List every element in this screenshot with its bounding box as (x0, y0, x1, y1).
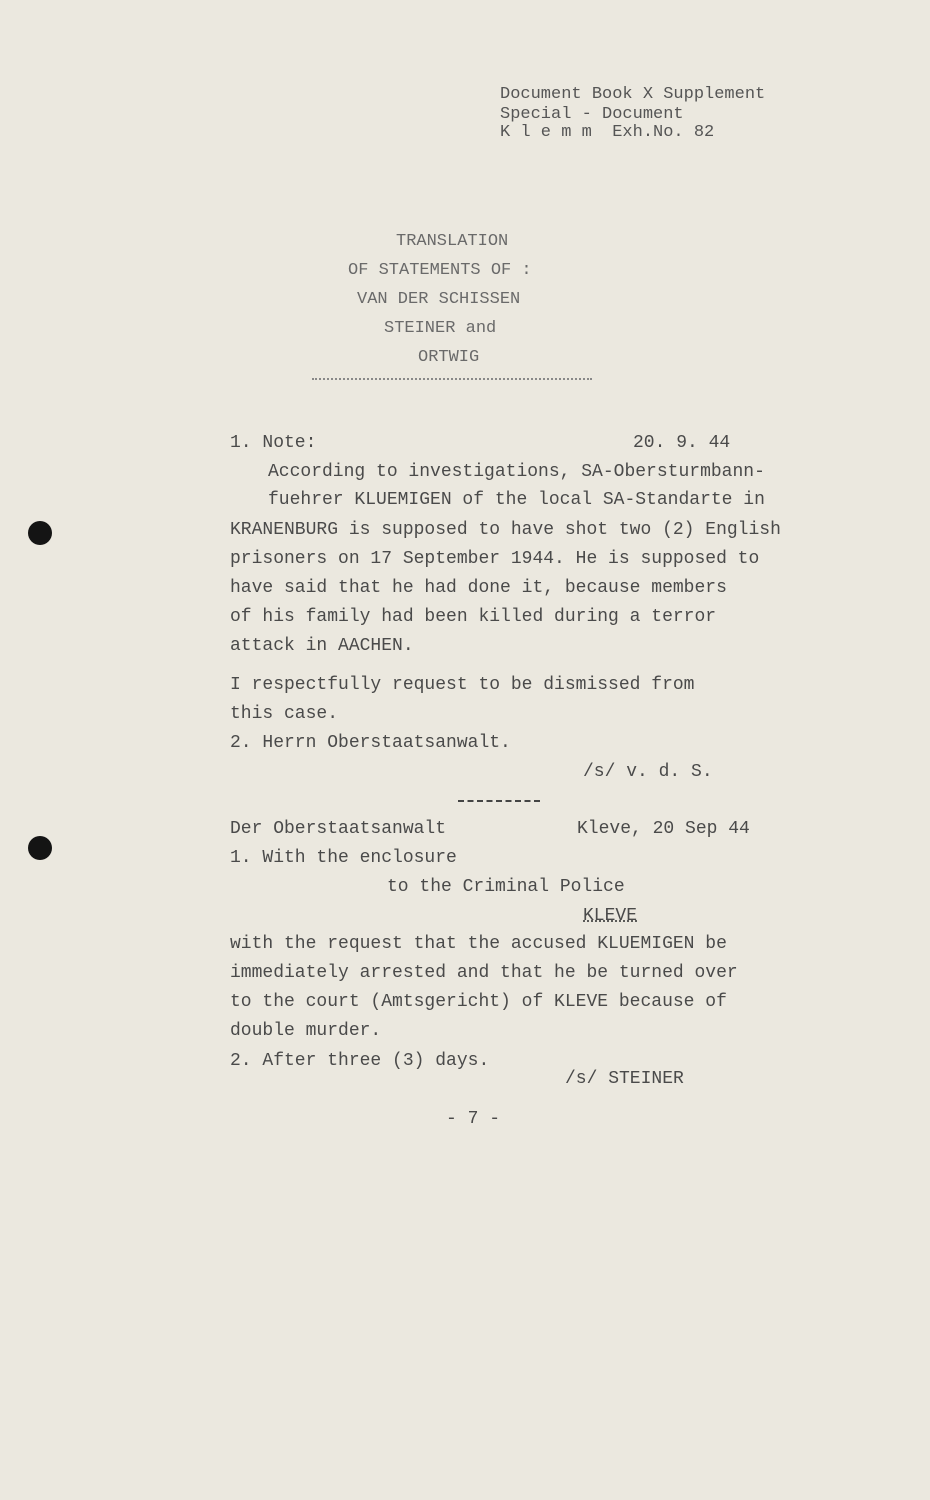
title-line: VAN DER SCHISSEN (357, 290, 521, 309)
note-line: KRANENBURG is supposed to have shot two (2) English (230, 520, 781, 540)
note-line: have said that he had done it, because members (230, 578, 727, 598)
title-line: OF STATEMENTS OF : (348, 261, 532, 280)
note-line: According to investigations, SA-Obersturmbann- (268, 462, 765, 482)
request-line: I respectfully request to be dismissed from (230, 675, 695, 695)
title-line: STEINER and (384, 319, 497, 338)
note-heading: 1. Note: (230, 433, 317, 453)
item1: 1. With the enclosure (230, 848, 457, 868)
punch-hole (28, 836, 52, 860)
header-line: Special - Document (500, 105, 684, 124)
body-line: immediately arrested and that he be turned over (230, 963, 738, 983)
divider (458, 800, 540, 802)
header-line: K l e m m Exh.No. 82 (500, 123, 715, 142)
note-line: attack in AACHEN. (230, 636, 414, 656)
signature: /s/ STEINER (565, 1069, 684, 1089)
punch-hole (28, 521, 52, 545)
page-number: - 7 - (446, 1109, 501, 1129)
divider (312, 378, 592, 380)
recipient: to the Criminal Police (387, 877, 625, 897)
place-date: Kleve, 20 Sep 44 (577, 819, 750, 839)
title-line: ORTWIG (418, 348, 480, 367)
body-line: double murder. (230, 1021, 382, 1041)
note-line: prisoners on 17 September 1944. He is supposed to (230, 549, 760, 569)
title-line: TRANSLATION (396, 232, 509, 251)
note-line: fuehrer KLUEMIGEN of the local SA-Standarte in (268, 490, 765, 510)
item2: 2. After three (3) days. (230, 1051, 490, 1071)
note-item2: 2. Herrn Oberstaatsanwalt. (230, 733, 511, 753)
header-line: Document Book X Supplement (500, 85, 766, 104)
note-date: 20. 9. 44 (633, 433, 731, 453)
body-line: with the request that the accused KLUEMIGEN be (230, 934, 727, 954)
sender: Der Oberstaatsanwalt (230, 819, 447, 839)
recipient-city: KLEVE (583, 906, 638, 926)
request-line: this case. (230, 704, 339, 724)
note-line: of his family had been killed during a terror (230, 607, 717, 627)
body-line: to the court (Amtsgericht) of KLEVE because of (230, 992, 727, 1012)
note-signature: /s/ v. d. S. (583, 762, 713, 782)
